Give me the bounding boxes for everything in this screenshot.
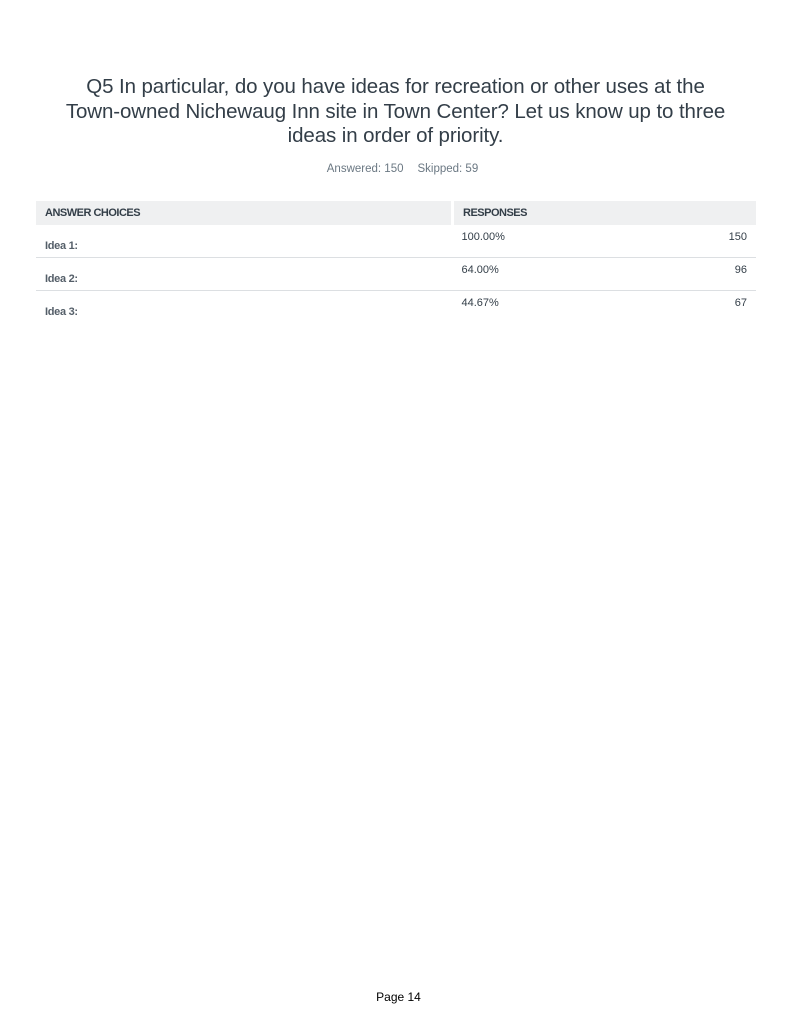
header-responses: RESPONSES [453,201,757,225]
table-row [36,258,756,291]
response-percent: 100.00% [461,231,505,243]
answer-choice: Idea 2: [36,258,453,291]
response-count: 67 [734,297,747,309]
answer-choice: Idea 3: [45,306,78,318]
response-cell [453,225,757,258]
question-title [40,75,751,149]
question-title-line-2: Town-owned Nichewaug Inn site in Town Center? Let us know up to three [65,99,726,123]
skipped-count: Skipped: 59 [417,163,479,175]
table-row [36,225,756,258]
answered-count: Answered: 150 [326,163,404,175]
response-percent: 44.67% [461,297,499,309]
response-cell [453,291,757,324]
response-count: 96 [734,264,747,276]
page-number: Page 14 [376,990,421,1004]
question-title-line-1: Q5 In particular, do you have ideas for recreation or other uses at the [86,75,705,98]
response-cell [453,258,757,291]
question-title-line-3: ideas in order of priority. [287,124,504,147]
table-header-row [36,201,756,225]
results-table [36,201,756,323]
table-row [36,291,756,324]
response-percent: 64.00% [461,264,499,276]
header-answer-choices: ANSWER CHOICES [36,201,453,225]
response-summary [0,163,791,175]
answer-choice: Idea 1: [36,225,453,258]
response-count: 150 [728,231,747,243]
